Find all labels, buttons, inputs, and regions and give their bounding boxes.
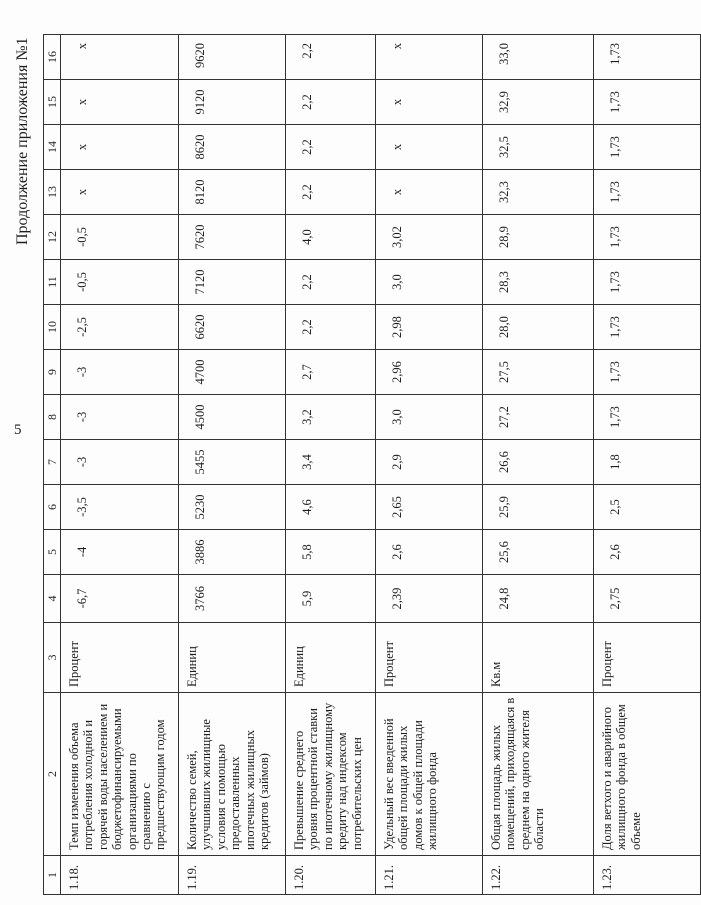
value-cell: 3,02 [376, 215, 483, 260]
value-cell: 26,6 [483, 440, 594, 485]
value-cell: 1,73 [594, 35, 701, 80]
value-cell: x [376, 170, 483, 215]
value-cell: 2,2 [286, 35, 376, 80]
value-cell: x [61, 170, 179, 215]
row-number: 1.18. [61, 856, 179, 895]
value-cell: 7620 [179, 215, 286, 260]
value-cell: x [61, 80, 179, 125]
value-cell: 1,73 [594, 260, 701, 305]
value-cell: 2,96 [376, 350, 483, 395]
value-cell: 2,9 [376, 440, 483, 485]
value-cell: -4 [61, 530, 179, 575]
value-cell: 2,6 [376, 530, 483, 575]
table-row [61, 35, 179, 895]
value-cell: 2,2 [286, 260, 376, 305]
value-cell: 24,8 [483, 575, 594, 623]
value-cell: 6620 [179, 305, 286, 350]
value-cell: 1,73 [594, 80, 701, 125]
appendix-heading: Продолжение приложения №1 [14, 37, 31, 245]
value-cell: 5,9 [286, 575, 376, 623]
column-number-row [44, 35, 61, 895]
value-cell: -0,5 [61, 215, 179, 260]
value-cell: 33,0 [483, 35, 594, 80]
value-cell: 2,75 [594, 575, 701, 623]
value-cell: 4,0 [286, 215, 376, 260]
value-cell: 28,9 [483, 215, 594, 260]
table-row [286, 35, 376, 895]
unit-cell: Кв.м [483, 623, 594, 693]
value-cell: 5455 [179, 440, 286, 485]
column-number: 14 [44, 125, 61, 170]
value-cell: x [376, 35, 483, 80]
value-cell: 7120 [179, 260, 286, 305]
value-cell: 1,73 [594, 350, 701, 395]
value-cell: 32,3 [483, 170, 594, 215]
value-cell: 3,0 [376, 260, 483, 305]
unit-cell: Процент [376, 623, 483, 693]
column-number: 1 [44, 856, 61, 895]
value-cell: -6,7 [61, 575, 179, 623]
unit-cell: Единиц [179, 623, 286, 693]
column-number: 16 [44, 35, 61, 80]
value-cell: 8120 [179, 170, 286, 215]
value-cell: 32,9 [483, 80, 594, 125]
unit-cell: Процент [594, 623, 701, 693]
value-cell: 5,8 [286, 530, 376, 575]
indicator-name: Доля ветхого и аварийного жилищного фонда в общем объеме [594, 693, 701, 856]
column-number: 7 [44, 440, 61, 485]
value-cell: 2,2 [286, 80, 376, 125]
row-number: 1.21. [376, 856, 483, 895]
value-cell: 9620 [179, 35, 286, 80]
table-row [179, 35, 286, 895]
value-cell: 32,5 [483, 125, 594, 170]
value-cell: 3,2 [286, 395, 376, 440]
unit-cell: Единиц [286, 623, 376, 693]
value-cell: 4500 [179, 395, 286, 440]
value-cell: 4,6 [286, 485, 376, 530]
value-cell: 3,0 [376, 395, 483, 440]
value-cell: 27,5 [483, 350, 594, 395]
value-cell: 2,2 [286, 305, 376, 350]
indicator-name: Превышение среднего уровня процентной ставки по ипотечному жилищному кредиту над индексом потребительских цен [286, 693, 376, 856]
value-cell: 2,5 [594, 485, 701, 530]
value-cell: 28,0 [483, 305, 594, 350]
value-cell: -3 [61, 395, 179, 440]
column-number: 2 [44, 693, 61, 856]
value-cell: 2,39 [376, 575, 483, 623]
value-cell: -3 [61, 440, 179, 485]
column-number: 5 [44, 530, 61, 575]
row-number: 1.23. [594, 856, 701, 895]
column-number: 10 [44, 305, 61, 350]
value-cell: 5230 [179, 485, 286, 530]
value-cell: 1,73 [594, 215, 701, 260]
value-cell: 25,9 [483, 485, 594, 530]
column-number: 8 [44, 395, 61, 440]
value-cell: 2,98 [376, 305, 483, 350]
value-cell: -3,5 [61, 485, 179, 530]
table-row [594, 35, 701, 895]
indicator-name: Темп изменения объема потребления холодной и горячей воды населением и бюджетофинансируемыми организациями по сравнению с предшествующим годом [61, 693, 179, 856]
indicator-name: Общая площадь жилых помещений, приходящаяся в среднем на одного жителя области [483, 693, 594, 856]
row-number: 1.22. [483, 856, 594, 895]
value-cell: 28,3 [483, 260, 594, 305]
value-cell: 9120 [179, 80, 286, 125]
indicator-name: Количество семей, улучшивших жилищные условия с помощью предоставленных ипотечных жилищных кредитов (займов) [179, 693, 286, 856]
value-cell: 2,2 [286, 170, 376, 215]
value-cell: -0,5 [61, 260, 179, 305]
column-number: 6 [44, 485, 61, 530]
value-cell: -2,5 [61, 305, 179, 350]
value-cell: 1,8 [594, 440, 701, 485]
column-number: 9 [44, 350, 61, 395]
value-cell: x [61, 35, 179, 80]
value-cell: 3766 [179, 575, 286, 623]
column-number: 13 [44, 170, 61, 215]
indicators-table [43, 34, 701, 895]
value-cell: 4700 [179, 350, 286, 395]
row-number: 1.19. [179, 856, 286, 895]
value-cell: 8620 [179, 125, 286, 170]
value-cell: 3,4 [286, 440, 376, 485]
value-cell: 1,73 [594, 125, 701, 170]
table-row [376, 35, 483, 895]
value-cell: x [376, 125, 483, 170]
value-cell: 1,73 [594, 395, 701, 440]
column-number: 3 [44, 623, 61, 693]
row-number: 1.20. [286, 856, 376, 895]
column-number: 15 [44, 80, 61, 125]
value-cell: 1,73 [594, 305, 701, 350]
value-cell: 27,2 [483, 395, 594, 440]
column-number: 4 [44, 575, 61, 623]
column-number: 12 [44, 215, 61, 260]
value-cell: x [61, 125, 179, 170]
value-cell: 25,6 [483, 530, 594, 575]
value-cell: 1,73 [594, 170, 701, 215]
value-cell: 2,65 [376, 485, 483, 530]
unit-cell: Процент [61, 623, 179, 693]
value-cell: x [376, 80, 483, 125]
value-cell: 2,6 [594, 530, 701, 575]
value-cell: -3 [61, 350, 179, 395]
value-cell: 2,2 [286, 125, 376, 170]
value-cell: 2,7 [286, 350, 376, 395]
column-number: 11 [44, 260, 61, 305]
value-cell: 3886 [179, 530, 286, 575]
page-number: 5 [14, 422, 22, 438]
indicator-name: Удельный вес введенной общей площади жилых домов к общей площади жилищного фонда [376, 693, 483, 856]
table-row [483, 35, 594, 895]
